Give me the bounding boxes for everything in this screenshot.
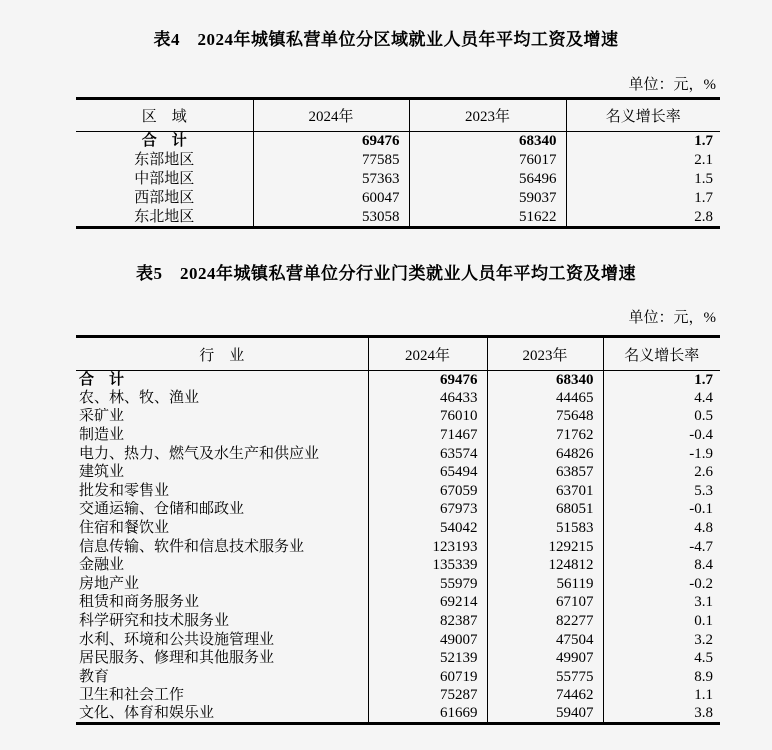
value-2023-cell: 56496	[409, 170, 566, 189]
row-label-cell: 西部地区	[134, 190, 195, 207]
value-2023-cell: 59037	[409, 189, 566, 208]
table-row	[76, 687, 720, 706]
column-header-region: 区 域	[141, 109, 187, 125]
value-2024-cell: 123193	[368, 538, 487, 557]
value-2024-cell: 63574	[368, 445, 487, 464]
column-header-2024: 2024年	[253, 99, 409, 132]
table-row	[76, 705, 720, 724]
value-2023-cell: 51583	[487, 519, 603, 538]
value-2023-cell: 75648	[487, 408, 603, 427]
growth-rate-cell: 1.5	[566, 170, 720, 189]
row-label-cell: 电力、热力、燃气及水生产和供应业	[79, 445, 320, 462]
table-row	[76, 668, 720, 687]
table4-body	[76, 132, 720, 228]
table4-header-row	[76, 99, 720, 132]
value-2023-cell: 59407	[487, 705, 603, 724]
table5-body	[76, 371, 720, 724]
row-label-cell: 农、林、牧、渔业	[79, 389, 200, 406]
table5-title: 表5 2024年城镇私营单位分行业门类就业人员年平均工资及增速	[136, 264, 636, 283]
growth-rate-cell: -4.7	[603, 538, 720, 557]
value-2024-cell: 61669	[368, 705, 487, 724]
row-label-cell: 中部地区	[134, 170, 195, 187]
row-label-cell: 批发和零售业	[79, 482, 170, 499]
row-label-cell: 卫生和社会工作	[79, 687, 185, 704]
table5-header	[76, 337, 720, 371]
column-header-2024: 2024年	[368, 337, 487, 371]
column-header-growth: 名义增长率	[566, 99, 720, 132]
value-2023-cell: 51622	[409, 208, 566, 227]
growth-rate-cell: 5.3	[603, 482, 720, 501]
value-2023-cell: 68051	[487, 501, 603, 520]
value-2023-cell: 63857	[487, 463, 603, 482]
value-2024-cell: 69476	[368, 371, 487, 390]
row-label-cell: 科学研究和技术服务业	[79, 613, 230, 630]
value-2023-cell: 56119	[487, 575, 603, 594]
table-row	[76, 575, 720, 594]
growth-rate-cell: 8.4	[603, 556, 720, 575]
table5-header-row	[76, 337, 720, 371]
value-2024-cell: 77585	[253, 151, 409, 170]
row-label-cell: 居民服务、修理和其他服务业	[79, 650, 275, 667]
row-label-cell: 制造业	[79, 427, 125, 444]
growth-rate-cell: 1.1	[603, 687, 720, 706]
value-2023-cell: 67107	[487, 594, 603, 613]
value-2024-cell: 55979	[368, 575, 487, 594]
growth-rate-cell: 0.1	[603, 612, 720, 631]
value-2023-cell: 124812	[487, 556, 603, 575]
value-2024-cell: 69476	[253, 132, 409, 151]
value-2024-cell: 65494	[368, 463, 487, 482]
table-row	[76, 594, 720, 613]
growth-rate-cell: 3.8	[603, 705, 720, 724]
column-header-industry: 行 业	[199, 347, 245, 364]
value-2023-cell: 68340	[409, 132, 566, 151]
growth-rate-cell: -0.1	[603, 501, 720, 520]
table-row	[76, 556, 720, 575]
row-label-cell: 租赁和商务服务业	[79, 594, 200, 611]
row-label-cell: 信息传输、软件和信息技术服务业	[79, 538, 305, 555]
row-label-cell: 金融业	[79, 557, 125, 574]
table-row	[76, 132, 720, 151]
value-2023-cell: 47504	[487, 631, 603, 650]
growth-rate-cell: -0.2	[603, 575, 720, 594]
table-row	[76, 612, 720, 631]
value-2024-cell: 49007	[368, 631, 487, 650]
growth-rate-cell: 2.1	[566, 151, 720, 170]
value-2024-cell: 82387	[368, 612, 487, 631]
row-label-cell: 水利、环境和公共设施管理业	[79, 631, 275, 648]
value-2023-cell: 74462	[487, 687, 603, 706]
value-2024-cell: 60047	[253, 189, 409, 208]
column-header-growth: 名义增长率	[603, 337, 720, 371]
table-row	[76, 189, 720, 208]
table4-header	[76, 99, 720, 132]
table-row	[76, 426, 720, 445]
value-2024-cell: 53058	[253, 208, 409, 227]
growth-rate-cell: 4.5	[603, 649, 720, 668]
growth-rate-cell: 4.4	[603, 389, 720, 408]
row-label-cell: 采矿业	[79, 408, 125, 425]
value-2023-cell: 64826	[487, 445, 603, 464]
table5-unit-label: 单位：元，%	[628, 310, 716, 326]
value-2024-cell: 60719	[368, 668, 487, 687]
table-row	[76, 371, 720, 390]
value-2023-cell: 63701	[487, 482, 603, 501]
value-2023-cell: 82277	[487, 612, 603, 631]
growth-rate-cell: 3.2	[603, 631, 720, 650]
row-label-cell: 房地产业	[79, 575, 140, 592]
value-2024-cell: 67059	[368, 482, 487, 501]
table-row	[76, 208, 720, 227]
growth-rate-cell: 1.7	[566, 189, 720, 208]
row-label-cell: 住宿和餐饮业	[79, 520, 170, 537]
value-2024-cell: 76010	[368, 408, 487, 427]
row-label-cell: 建筑业	[79, 464, 125, 481]
growth-rate-cell: 4.8	[603, 519, 720, 538]
growth-rate-cell: 8.9	[603, 668, 720, 687]
growth-rate-cell: -1.9	[603, 445, 720, 464]
table4-region-wages	[76, 97, 720, 229]
table-row	[76, 538, 720, 557]
value-2024-cell: 67973	[368, 501, 487, 520]
value-2024-cell: 57363	[253, 170, 409, 189]
value-2023-cell: 49907	[487, 649, 603, 668]
table4-unit-label: 单位：元，%	[628, 77, 716, 93]
table-row	[76, 445, 720, 464]
table-row	[76, 389, 720, 408]
growth-rate-cell: 1.7	[603, 371, 720, 390]
row-label-cell: 教育	[79, 668, 110, 685]
table-row	[76, 151, 720, 170]
value-2024-cell: 52139	[368, 649, 487, 668]
row-label-cell: 东北地区	[134, 208, 195, 225]
row-label-cell: 合 计	[141, 132, 187, 149]
table-row	[76, 519, 720, 538]
table-row	[76, 408, 720, 427]
growth-rate-cell: 2.6	[603, 463, 720, 482]
table4-title: 表4 2024年城镇私营单位分区域就业人员年平均工资及增速	[153, 30, 619, 49]
table5-industry-wages	[76, 335, 720, 725]
growth-rate-cell: -0.4	[603, 426, 720, 445]
row-label-cell: 东部地区	[134, 151, 195, 168]
table-row	[76, 482, 720, 501]
row-label-cell: 交通运输、仓储和邮政业	[79, 501, 245, 518]
value-2023-cell: 44465	[487, 389, 603, 408]
value-2023-cell: 76017	[409, 151, 566, 170]
table-row	[76, 170, 720, 189]
table-row	[76, 463, 720, 482]
value-2024-cell: 75287	[368, 687, 487, 706]
row-label-cell: 合 计	[79, 371, 125, 388]
row-label-cell: 文化、体育和娱乐业	[79, 705, 215, 722]
value-2024-cell: 69214	[368, 594, 487, 613]
value-2023-cell: 71762	[487, 426, 603, 445]
column-header-2023: 2023年	[487, 337, 603, 371]
growth-rate-cell: 0.5	[603, 408, 720, 427]
table-row	[76, 649, 720, 668]
table-row	[76, 501, 720, 520]
value-2024-cell: 46433	[368, 389, 487, 408]
value-2023-cell: 129215	[487, 538, 603, 557]
value-2024-cell: 135339	[368, 556, 487, 575]
value-2023-cell: 68340	[487, 371, 603, 390]
value-2024-cell: 54042	[368, 519, 487, 538]
table-row	[76, 631, 720, 650]
growth-rate-cell: 1.7	[566, 132, 720, 151]
growth-rate-cell: 2.8	[566, 208, 720, 227]
growth-rate-cell: 3.1	[603, 594, 720, 613]
value-2023-cell: 55775	[487, 668, 603, 687]
value-2024-cell: 71467	[368, 426, 487, 445]
column-header-2023: 2023年	[409, 99, 566, 132]
